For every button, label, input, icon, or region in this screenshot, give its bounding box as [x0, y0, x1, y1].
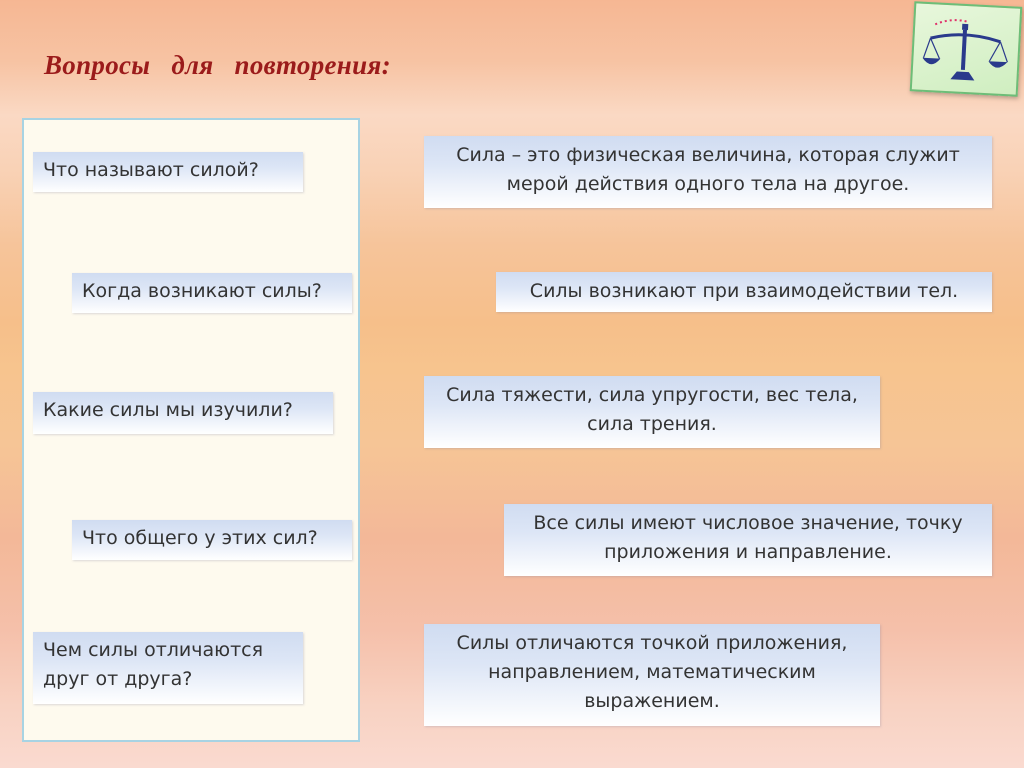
balance-scale-icon [918, 8, 1012, 89]
answer-1: Сила – это физическая величина, которая служит мерой действия одного тела на другое. [424, 136, 992, 208]
answer-5: Силы отличаются точкой приложения, направлением, математическим выражением. [424, 624, 880, 726]
answer-2: Силы возникают при взаимодействии тел. [496, 272, 992, 312]
question-1: Что называют силой? [33, 152, 303, 192]
question-3: Какие силы мы изучили? [33, 392, 333, 434]
question-5: Чем силы отличаются друг от друга? [33, 632, 303, 704]
answer-3: Сила тяжести, сила упругости, вес тела, сила трения. [424, 376, 880, 448]
question-4: Что общего у этих сил? [72, 520, 352, 560]
answer-4: Все силы имеют числовое значение, точку приложения и направление. [504, 504, 992, 576]
logo [910, 1, 1023, 97]
slide-title: Вопросы для повторения: [44, 50, 391, 80]
question-2: Когда возникают силы? [72, 273, 352, 313]
